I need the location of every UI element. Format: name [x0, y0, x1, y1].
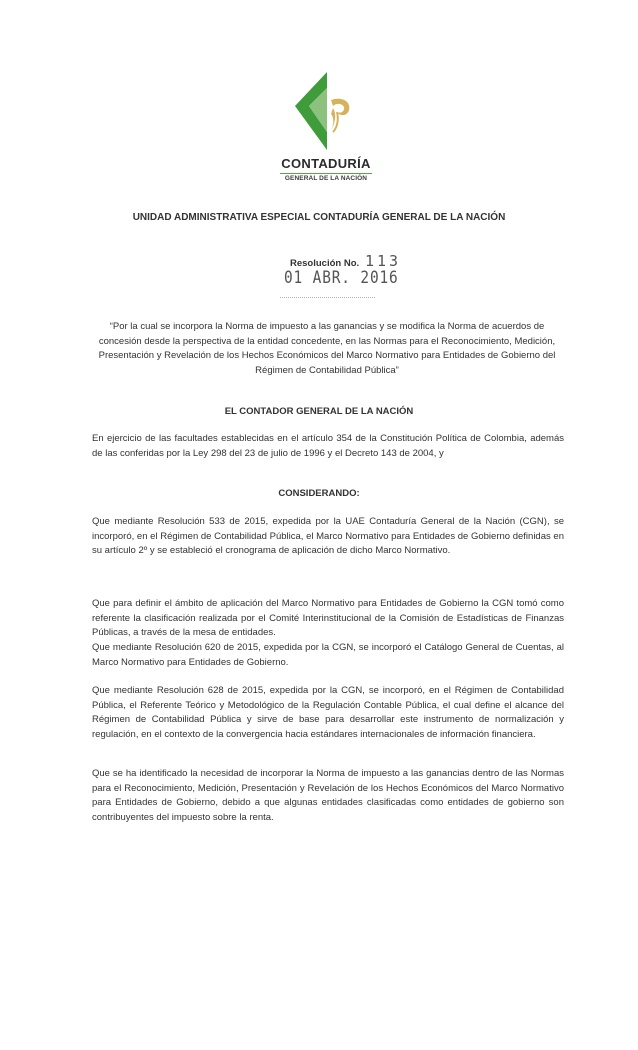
agency-title: UNIDAD ADMINISTRATIVA ESPECIAL CONTADURÍA GENERAL DE LA NACIÓN — [132, 212, 506, 223]
resolution-date-stamp: 01 ABR. 2016 — [284, 268, 399, 288]
consideration-paragraph: Que mediante Resolución 533 de 2015, expedida por la UAE Contaduría General de la Nación (CGN), se incorporó, en el Régimen de Contabilidad Pública, el Marco Normativo para Entidades de Gobierno definidas en su artículo 2º y se estableció el cronograma de aplicación de dicho Marco Normativo. — [92, 516, 564, 557]
cgn-logo — [276, 70, 376, 190]
resolution-number: 113 — [365, 252, 402, 270]
resolution-summary: “Por la cual se incorpora la Norma de impuesto a las ganancias y se modifica la Norma de acuerdos de concesión desde la perspectiva de la entidad concedente, en las Normas para el Reconocimiento, Medición, Presentación y Revelación de los Hechos Económicos del Marco Normativo para Entidades de Gobierno del Régimen de Contabilidad Pública” — [98, 321, 556, 376]
consideration-paragraph: Que se ha identificado la necesidad de incorporar la Norma de impuesto a las ganancias dentro de las Normas para el Reconocimiento, Medición, Presentación y Revelación de los Hechos Económicos del Marco Normativo para Entidades de Gobierno, debido a que algunas entidades clasificadas como entidades de gobierno son contribuyentes del impuesto sobre la renta. — [92, 768, 564, 823]
logo-subtitle: GENERAL DE LA NACIÓN — [284, 175, 368, 182]
stamp-trace — [280, 297, 375, 300]
intro-paragraph: En ejercicio de las facultades establecidas en el artículo 354 de la Constitución Política de Colombia, además de las conferidas por la Ley 298 del 23 de julio de 1996 y el Decreto 143 de 2004, y — [92, 433, 564, 459]
logo-name: CONTADURÍA — [281, 156, 371, 171]
consideration-paragraph: Que mediante Resolución 620 de 2015, expedida por la CGN, se incorporó el Catálogo General de Cuentas, al Marco Normativo para Entidades de Gobierno. — [92, 642, 564, 668]
consideration-paragraph: Que para definir el ámbito de aplicación del Marco Normativo para Entidades de Gobierno la CGN tomó como referente la clasificación realizada por el Comité Interinstitucional de la Comisión de Estadísticas de Finanzas Públicas, a través de la mesa de entidades. — [92, 598, 564, 639]
considering-heading: CONSIDERANDO: — [278, 488, 360, 499]
cgn-emblem-icon — [291, 70, 361, 156]
logo-divider — [280, 173, 372, 174]
official-title: EL CONTADOR GENERAL DE LA NACIÓN — [224, 406, 414, 417]
resolution-label: Resolución No. — [290, 258, 360, 269]
consideration-paragraph: Que mediante Resolución 628 de 2015, expedida por la CGN, se incorporó, en el Régimen de Contabilidad Pública, el Referente Teórico y Metodológico de la Regulación Contable Pública, el cual define el alcance del Régimen de Contabilidad Pública y sirve de base para desarrollar este instrumento de normalización y regulación, en el contexto de la convergencia hacia estándares internacionales de información financiera. — [92, 685, 564, 740]
